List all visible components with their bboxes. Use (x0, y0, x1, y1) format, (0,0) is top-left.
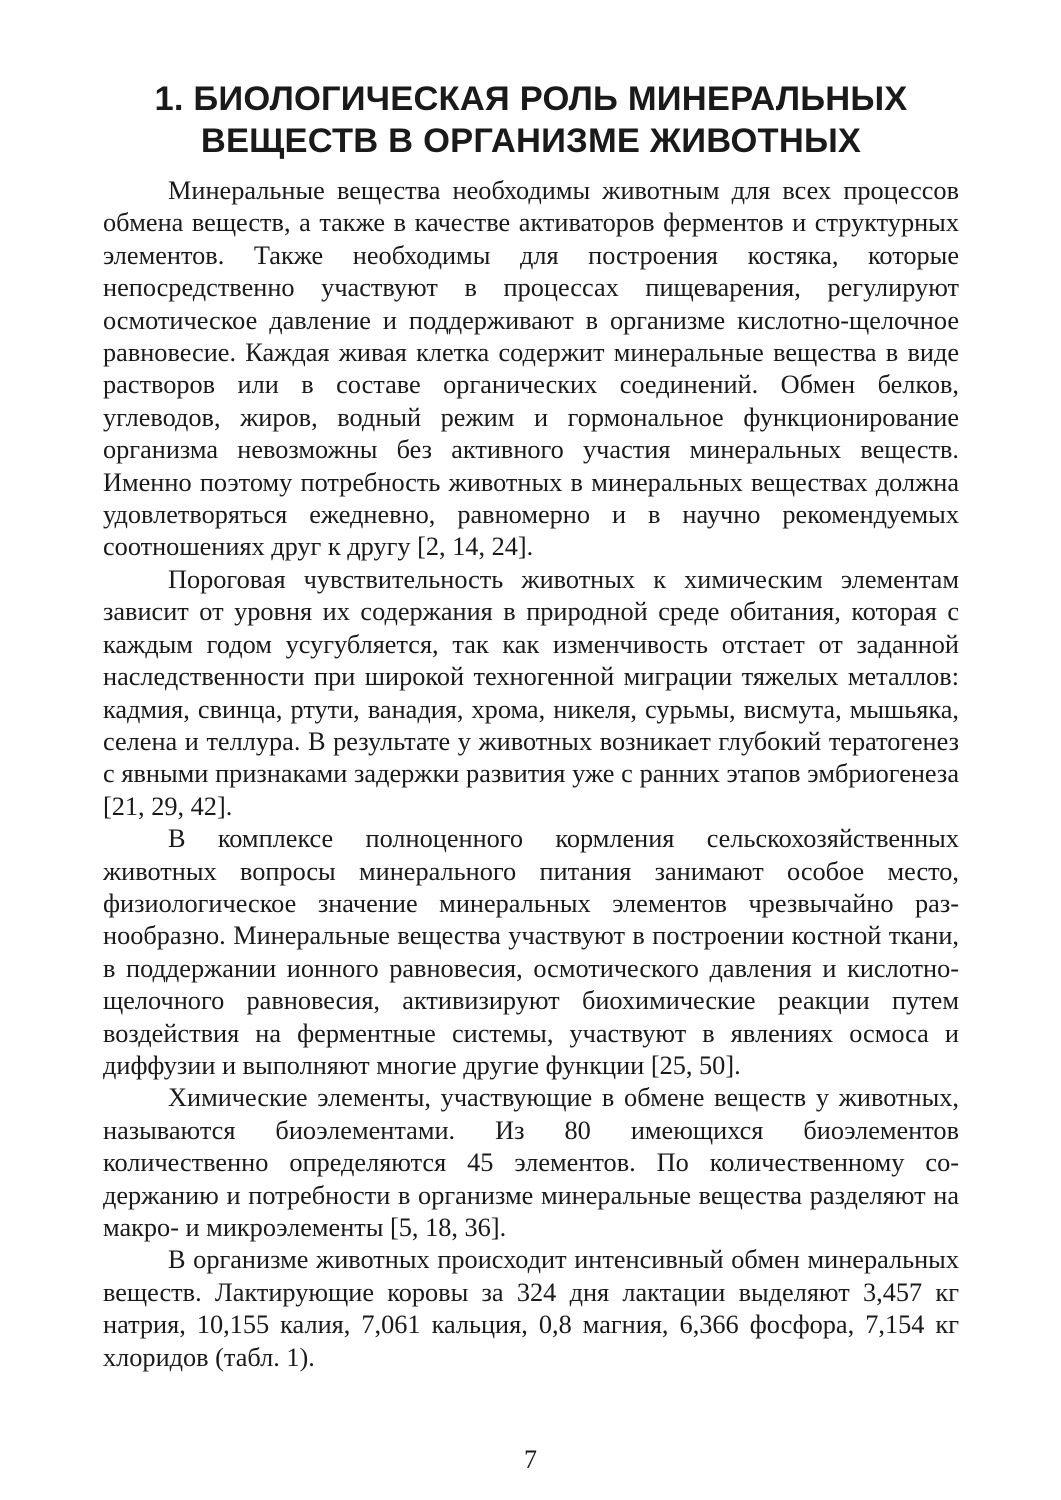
paragraph-5: В организме животных происходит интенсивный обмен минеральных веществ. Лактирующие коровы за 324 дня лактации выделяют 3,457 кг натрия, 10,155 калия, 7,061 кальция, 0,8 магния, 6,366 фосфора, 7,154 кг хлоридов (табл. 1). (103, 1245, 959, 1372)
page-number: 7 (524, 1445, 537, 1474)
paragraph-4: Химические элементы, участвующие в обмене веществ у животных, называются биоэлементами. Из 80 имеющихся биоэлементов количественно определяются 45 элементов. По количественному содержанию и потребности в организме минеральные вещества разделяют на макро- и микроэлементы [5, 18, 36]. (103, 1083, 959, 1242)
paragraph-3: В комплексе полноценного кормления сельскохозяйственных животных вопросы минерального питания занимают особое место, физиологическое значение минеральных элементов чрезвычайно разнообразно. Минеральные вещества участвуют в построении костной ткани, в поддержании ионного равновесия, осмотического давления и кислотно-щелочного равновесия, активизируют биохимические реакции путем воздействия на ферментные системы, участвуют в явлениях осмоса и диффузии и выполняют многие другие функции [25, 50]. (103, 824, 959, 1080)
chapter-title-line-1: 1. БИОЛОГИЧЕСКАЯ РОЛЬ МИНЕРАЛЬНЫХ (154, 80, 908, 118)
paragraph-1: Минеральные вещества необходимы животным для всех процессов обмена веществ, а также в качестве активаторов ферментов и структурных элементов. Также необходимы для построения костяка, которые непосредственно участвуют в процессах пищеварения, регулируют осмотическое давление и поддерживают в организме кислотно-щелочное равновесие. Каждая живая клетка содержит минеральные вещества в виде растворов или в составе органических соединений. Обмен белков, углеводов, жиров, водный режим и гормональное функционирование организма невозможны без активного участия минеральных веществ. Именно поэтому потребность животных в минеральных веществах должна удовлетворяться ежедневно, равномерно и в научно рекомендуемых соотношениях друг к другу [2, 14, 24]. (103, 176, 959, 562)
page-body (103, 78, 959, 1374)
chapter-title (103, 78, 959, 162)
paragraph-2: Пороговая чувствительность животных к химическим элементам зависит от уровня их содержания в природной среде обитания, которая с каждым годом усугубляется, так как изменчивость отстает от заданной наследственности при широкой техногенной миграции тяжелых металлов: кадмия, свинца, ртути, ванадия, хрома, никеля, сурьмы, висмута, мышьяка, селена и теллура. В результате у животных возникает глубокий тератогенез с явными признаками задержки развития уже с ранних этапов эмбриогенеза [21, 29, 42]. (103, 564, 959, 821)
chapter-title-line-2: ВЕЩЕСТВ В ОРГАНИЗМЕ ЖИВОТНЫХ (200, 122, 862, 160)
